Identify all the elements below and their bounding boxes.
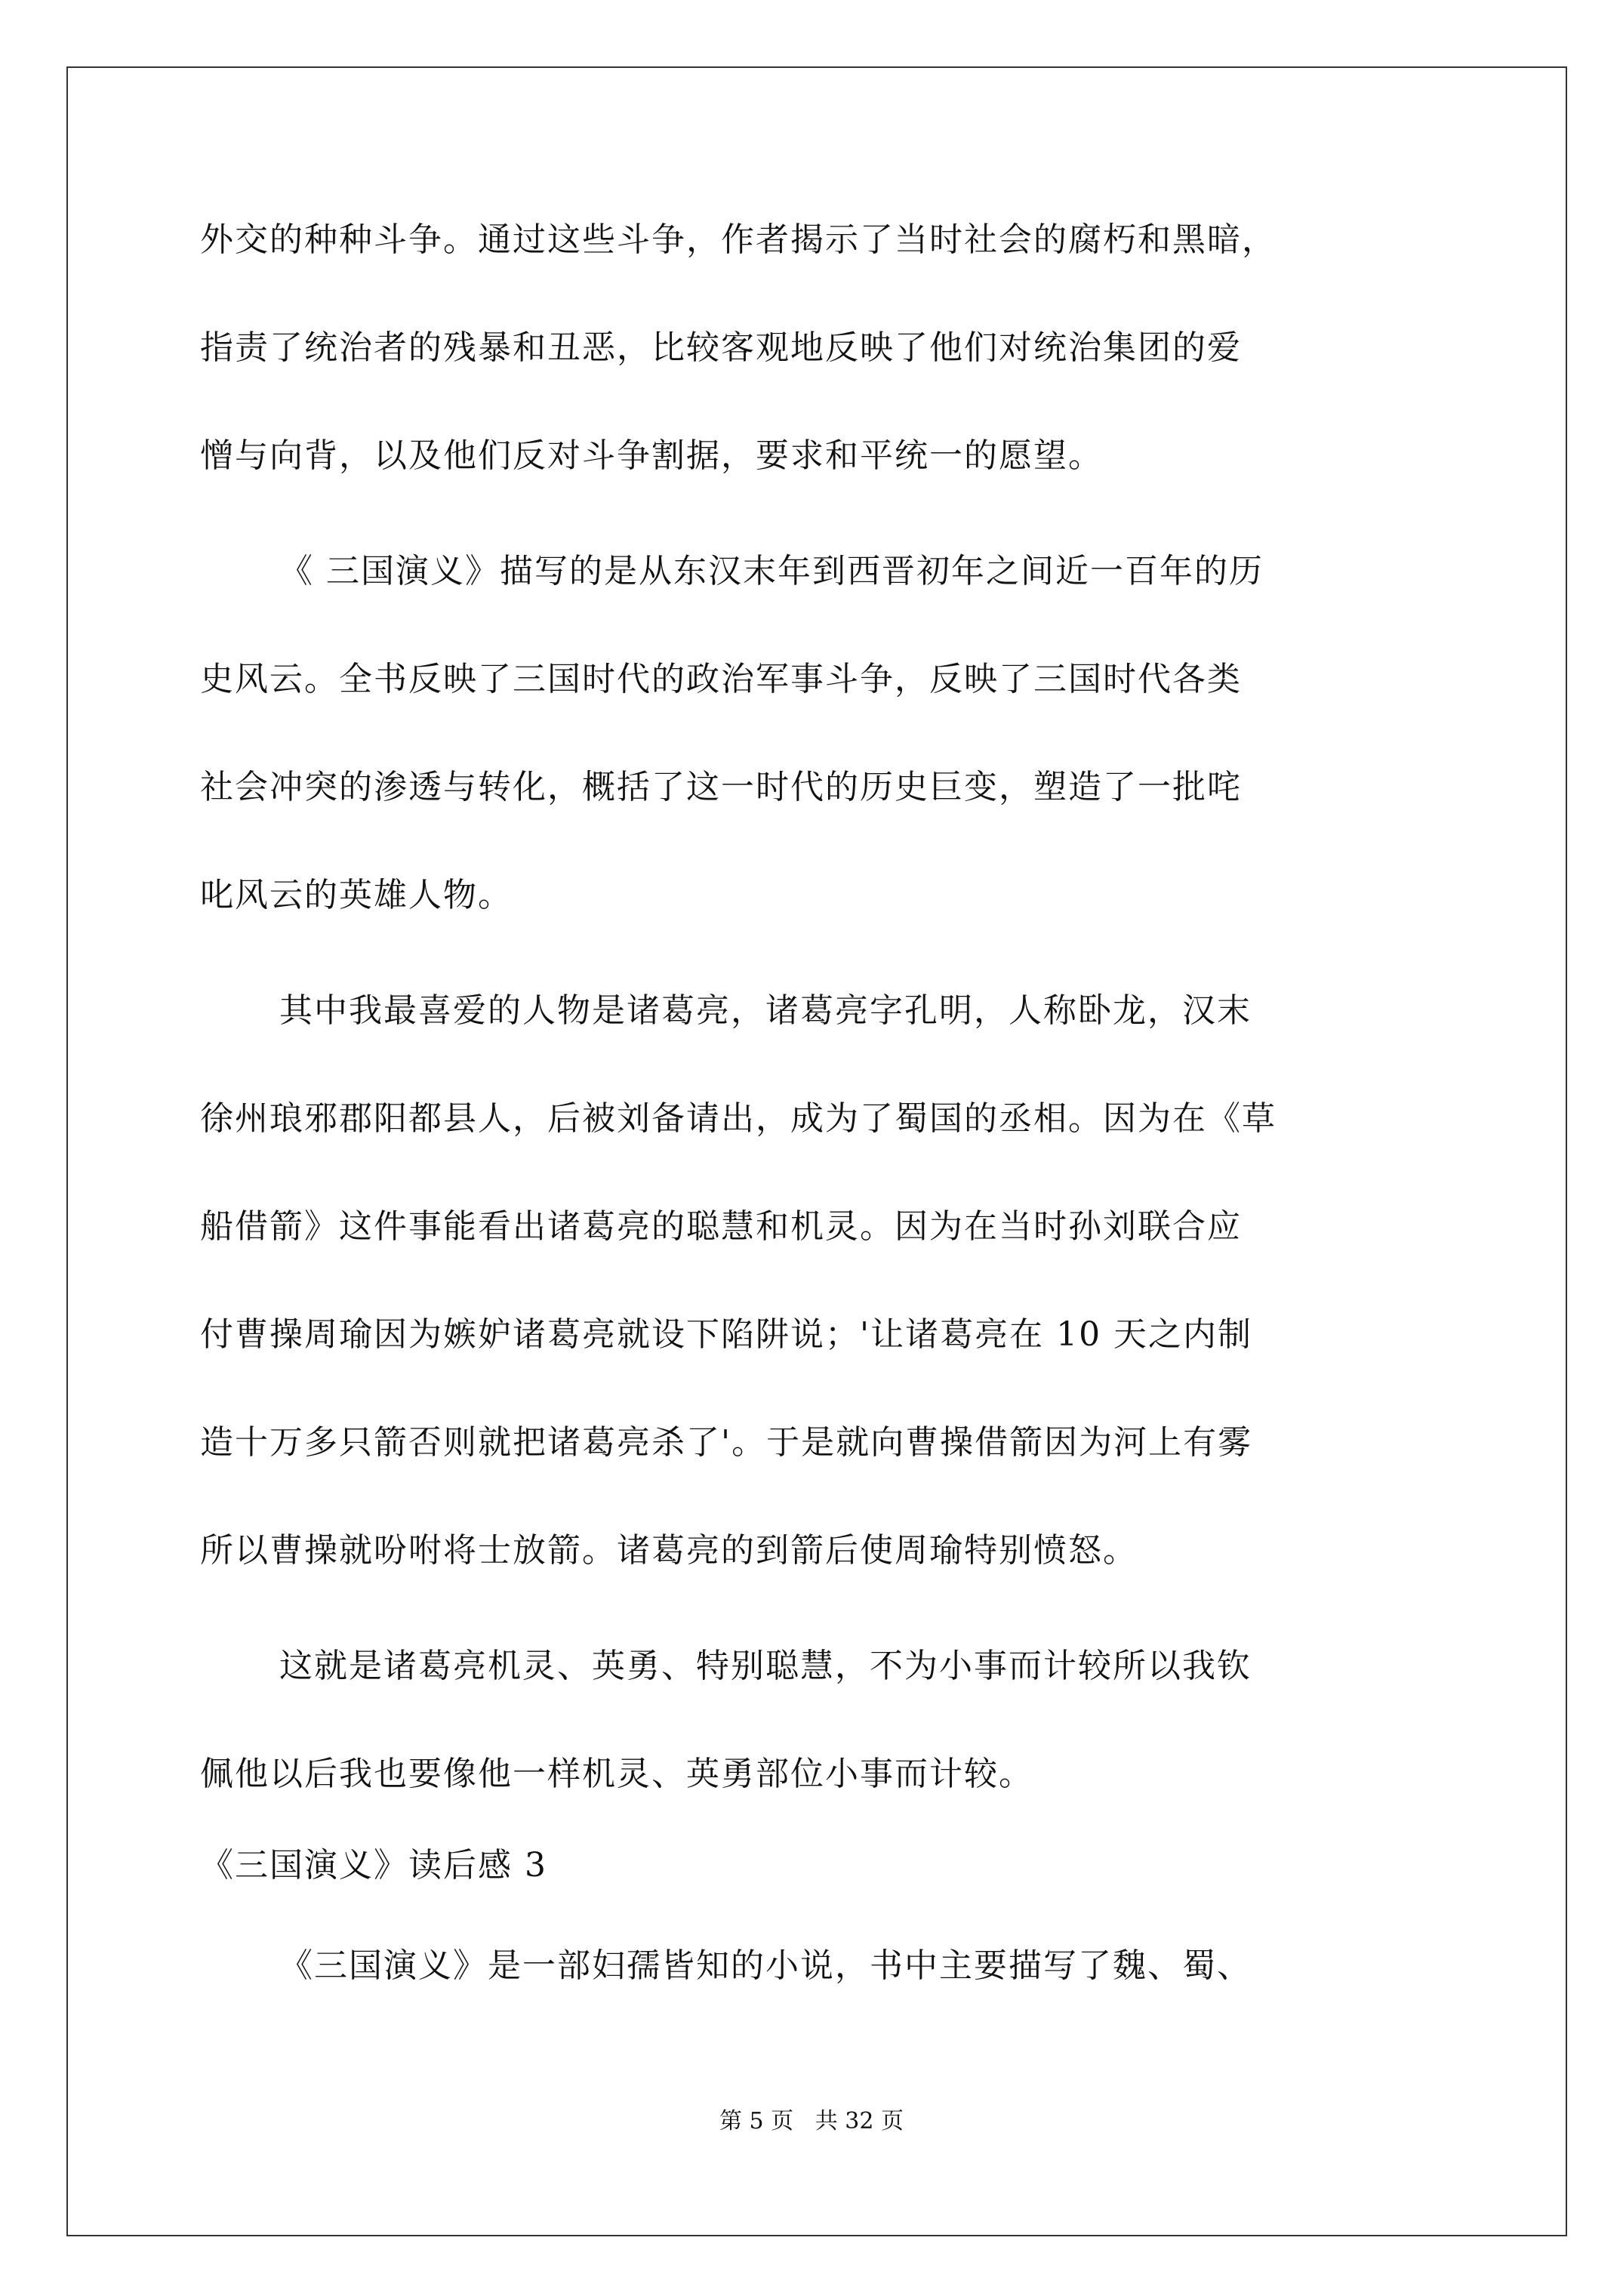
text-line: 指责了统治者的残暴和丑恶，比较客观地反映了他们对统治集团的爱 bbox=[200, 328, 1242, 367]
text-line: 造十万多只箭否则就把诸葛亮杀了'。于是就向曹操借箭因为河上有雾 bbox=[200, 1423, 1253, 1462]
page-footer: 第 5 页 共 32 页 bbox=[719, 2108, 904, 2134]
text-line: 《三国演义》是一部妇孺皆知的小说，书中主要描写了魏、蜀、 bbox=[279, 1946, 1252, 1985]
text-line: 其中我最喜爱的人物是诸葛亮，诸葛亮字孔明，人称卧龙，汉末 bbox=[279, 991, 1252, 1030]
text-line: 社会冲突的渗透与转化，概括了这一时代的历史巨变，塑造了一批咤 bbox=[200, 768, 1242, 806]
text-line: 憎与向背，以及他们反对斗争割据，要求和平统一的愿望。 bbox=[200, 436, 1103, 475]
page-border bbox=[66, 66, 1567, 2236]
section-heading: 《三国演义》读后感 3 bbox=[200, 1846, 547, 1885]
text-line: 《 三国演义》描写的是从东汉末年到西晋初年之间近一百年的历 bbox=[279, 552, 1264, 590]
text-line: 这就是诸葛亮机灵、英勇、特别聪慧，不为小事而计较所以我钦 bbox=[279, 1647, 1252, 1685]
text-line: 外交的种种斗争。通过这些斗争，作者揭示了当时社会的腐朽和黑暗， bbox=[200, 220, 1277, 259]
text-line: 佩他以后我也要像他一样机灵、英勇部位小事而计较。 bbox=[200, 1755, 1033, 1793]
text-line: 付曹操周瑜因为嫉妒诸葛亮就设下陷阱说；'让诸葛亮在 10 天之内制 bbox=[200, 1315, 1253, 1354]
text-line: 船借箭》这件事能看出诸葛亮的聪慧和机灵。因为在当时孙刘联合应 bbox=[200, 1207, 1242, 1246]
text-line: 史风云。全书反映了三国时代的政治军事斗争，反映了三国时代各类 bbox=[200, 660, 1242, 698]
text-line: 所以曹操就吩咐将士放箭。诸葛亮的到箭后使周瑜特别愤怒。 bbox=[200, 1531, 1138, 1570]
text-line: 徐州琅邪郡阳都县人，后被刘备请出，成为了蜀国的丞相。因为在《草 bbox=[200, 1099, 1277, 1138]
text-line: 叱风云的英雄人物。 bbox=[200, 876, 513, 914]
